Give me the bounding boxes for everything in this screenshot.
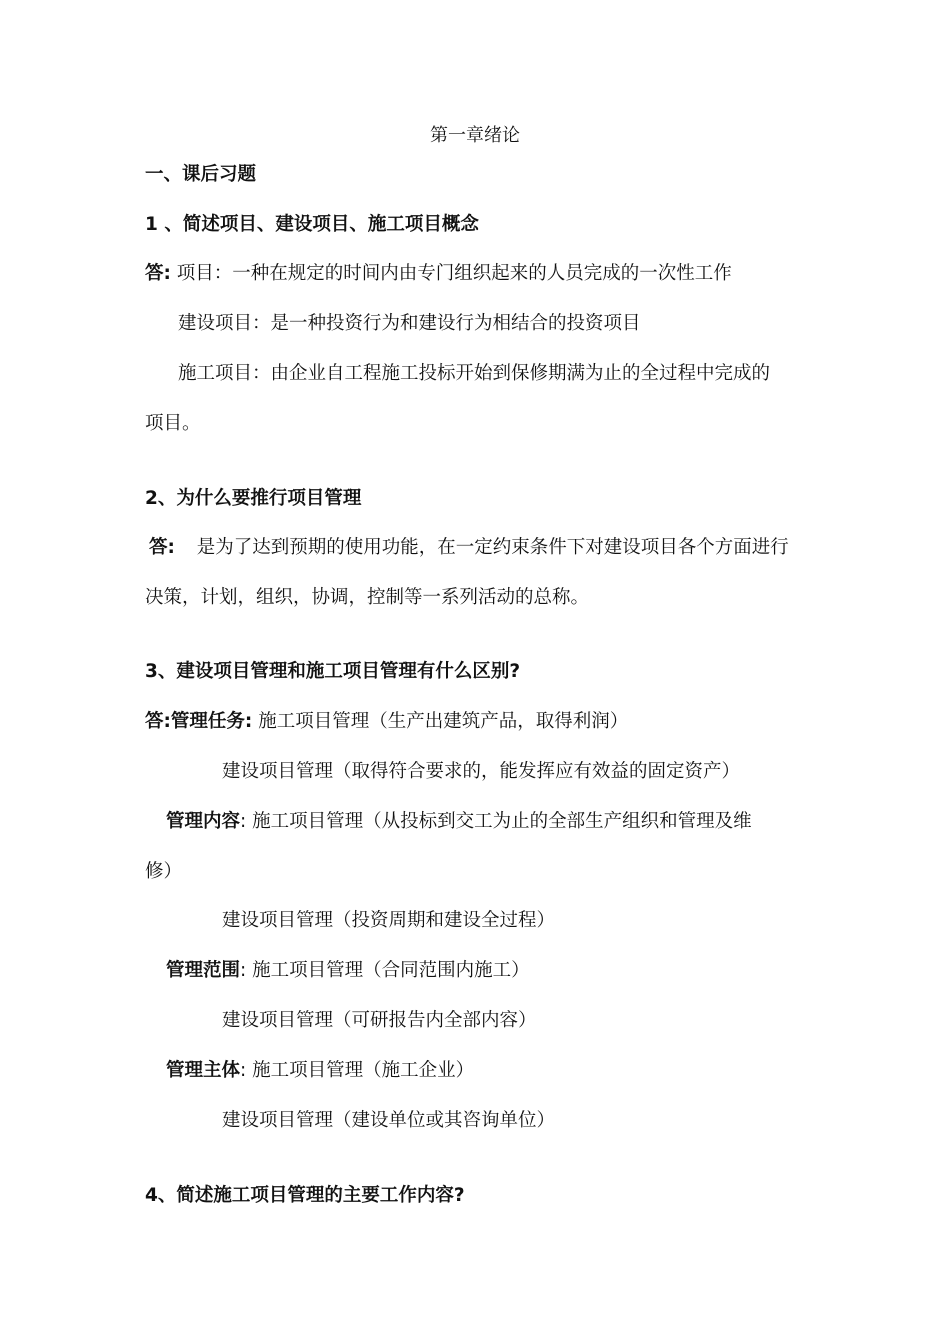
- task-construction: 施工项目管理（生产出建筑产品，取得利润）: [258, 711, 629, 732]
- answer-text: 项目：一种在规定的时间内由专门组织起来的人员完成的一次性工作: [176, 263, 732, 284]
- subject-line: [166, 1059, 474, 1083]
- content-construction: : 施工项目管理（从投标到交工为止的全部生产组织和管理及维: [240, 811, 752, 832]
- content-construction-cont: 修）: [145, 861, 183, 882]
- answer-1-line-1: [145, 262, 732, 286]
- subject-construction: : 施工项目管理（施工企业）: [240, 1060, 475, 1081]
- subject-building: 建设项目管理（建设单位或其咨询单位）: [222, 1110, 556, 1131]
- content-building: 建设项目管理（投资周期和建设全过程）: [222, 910, 556, 931]
- answer-2-line-1: [149, 536, 789, 560]
- answer-1-line-4: 项目。: [145, 413, 201, 434]
- task-building: 建设项目管理（取得符合要求的，能发挥应有效益的固定资产）: [222, 761, 741, 782]
- chapter-title: 第一章绪论: [430, 125, 520, 146]
- answer-label: 答:: [145, 263, 171, 284]
- answer-1-line-2: 建设项目：是一种投资行为和建设行为相结合的投资项目: [178, 313, 641, 334]
- scope-construction: : 施工项目管理（合同范围内施工）: [240, 960, 530, 981]
- content-line: [166, 810, 752, 834]
- question-2: 2、为什么要推行项目管理: [145, 488, 362, 509]
- question-1: 1 、简述项目、建设项目、施工项目概念: [145, 214, 479, 235]
- answer-2-line-2: 决策，计划，组织，协调，控制等一系列活动的总称。: [145, 587, 590, 608]
- scope-line: [166, 959, 530, 983]
- question-3: 3、建设项目管理和施工项目管理有什么区别?: [145, 661, 521, 682]
- section-heading: 一、课后习题: [145, 164, 257, 185]
- task-label: 管理任务:: [170, 711, 253, 732]
- scope-label: 管理范围: [166, 960, 241, 981]
- answer-3-task-line: [145, 710, 628, 734]
- content-label: 管理内容: [166, 811, 241, 832]
- answer-text: 是为了达到预期的使用功能，在一定约束条件下对建设项目各个方面进行: [196, 537, 789, 558]
- answer-label: 答:: [149, 537, 175, 558]
- scope-building: 建设项目管理（可研报告内全部内容）: [222, 1010, 537, 1031]
- answer-label: 答:: [145, 711, 171, 732]
- question-4: 4、简述施工项目管理的主要工作内容?: [145, 1185, 465, 1206]
- answer-1-line-3: 施工项目：由企业自工程施工投标开始到保修期满为止的全过程中完成的: [178, 363, 771, 384]
- subject-label: 管理主体: [166, 1060, 241, 1081]
